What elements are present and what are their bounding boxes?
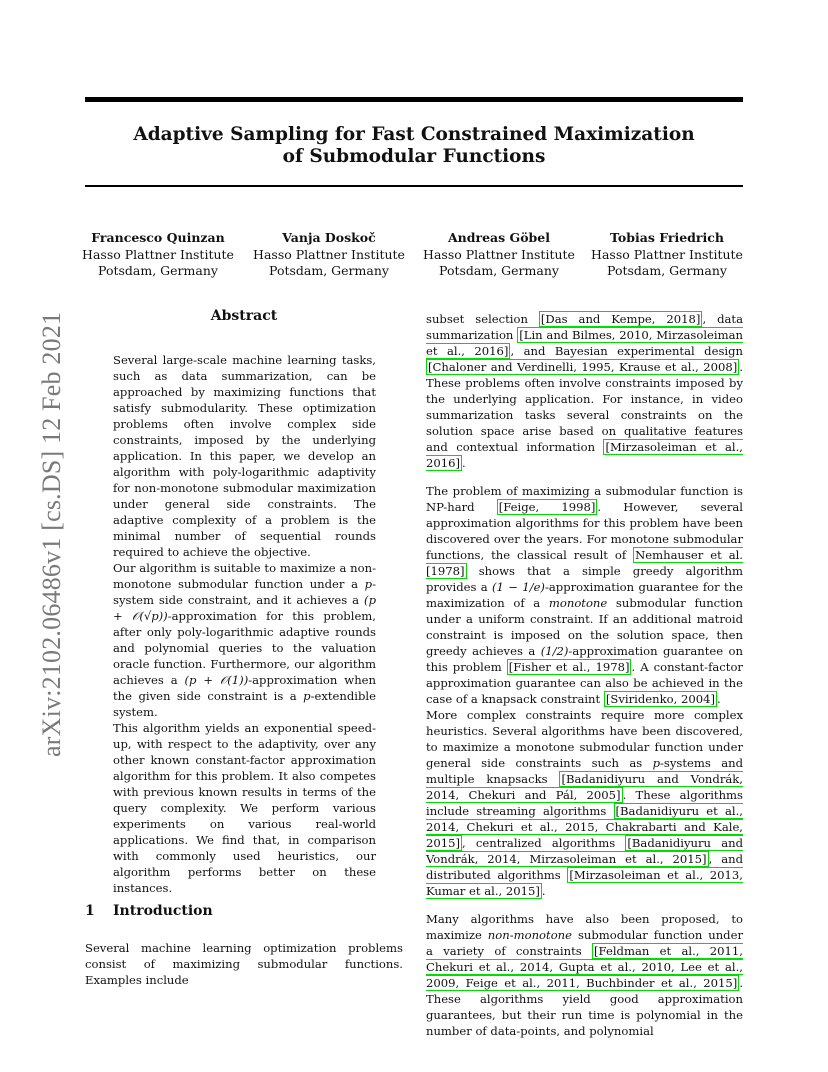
citation-link[interactable]: [Mirzasoleiman et al., 2013, Kumar et al., 2015] <box>426 868 743 898</box>
author-block <box>414 230 584 280</box>
text-span: -extendible system. <box>113 689 376 719</box>
text-span: The problem of maximizing a submodular function is NP-hard <box>426 484 743 514</box>
citation-link[interactable]: [Chaloner and Verdinelli, 1995, Krause et al., 2008] <box>428 360 738 374</box>
citation-link[interactable]: [Badanidiyuru and Vondrák, 2014, Chekuri and Pál, 2005] <box>426 772 743 802</box>
text-span: . <box>462 456 466 470</box>
text-span: submodular function under a uniform constraint. If an additional matroid constraint is imposed on the solution space, then greedy achieves a <box>426 596 743 658</box>
paper-title <box>85 124 743 168</box>
author-name: Francesco Quinzan <box>91 230 225 245</box>
math-expression: (p + 𝒪(1)) <box>184 673 249 687</box>
title-bottom-rule <box>85 185 743 187</box>
citation-link[interactable]: [Badanidiyuru et al., 2014, Chekuri et al., 2015, Chakrabarti and Kale, 2015] <box>426 804 743 850</box>
citation-link[interactable]: [Mirzasoleiman et al., 2016] <box>426 440 743 470</box>
text-span: . These problems often involve constraints imposed by the underlying application. For instance, in video summarization tasks several constraints on the solution space arise based on qualitative features and contextual information <box>426 360 743 454</box>
intro-paragraph: Several machine learning optimization problems consist of maximizing submodular functions. Examples include <box>85 941 403 987</box>
text-span: . A constant-factor approximation guarantee can also be achieved in the case of a knapsack constraint <box>426 660 743 706</box>
emphasis-text: non-monotone <box>487 928 573 942</box>
citation-link[interactable]: [Feldman et al., 2011, Chekuri et al., 2014, Gupta et al., 2010, Lee et al., 2009, Feige et al., 2011, Buchbinder et al., 2015] <box>426 944 743 990</box>
citation-link[interactable]: [Lin and Bilmes, 2010, Mirzasoleiman et al., 2016] <box>426 328 743 358</box>
author-block <box>244 230 414 280</box>
abstract-heading: Abstract <box>210 308 278 324</box>
citation-link[interactable]: [Feige, 1998] <box>498 500 596 514</box>
author-affiliation: Hasso Plattner Institute <box>423 246 575 262</box>
text-span: Our algorithm is suitable to maximize a non-monotone submodular function under a <box>113 561 376 591</box>
math-expression: (1/2) <box>540 644 569 658</box>
author-affiliation: Hasso Plattner Institute <box>82 246 234 262</box>
author-location: Potsdam, Germany <box>607 263 727 278</box>
text-span: , data summarization <box>426 312 743 342</box>
section-title: Introduction <box>113 903 213 919</box>
arxiv-identifier-stamp: arXiv:2102.06486v1 [cs.DS] 12 Feb 2021 <box>37 311 66 757</box>
section-heading-introduction <box>85 903 213 919</box>
text-span: -approximation guarantee for the maximization of a <box>426 580 744 610</box>
text-span: -approximation for this problem, after only poly-logarithmic adaptive rounds and polynomial queries to the valuation oracle function. Furthermore, our algorithm achieves a <box>113 609 376 687</box>
section-number: 1 <box>85 903 95 919</box>
math-expression: (p + 𝒪(√p)) <box>113 593 376 623</box>
author-name: Vanja Doskoč <box>282 230 376 245</box>
author-name: Tobias Friedrich <box>610 230 724 245</box>
abstract-body <box>113 352 376 896</box>
author-location: Potsdam, Germany <box>98 263 218 278</box>
author-name: Andreas Göbel <box>447 230 550 245</box>
text-span: Many algorithms have also been proposed, to maximize <box>426 912 743 942</box>
body-paragraph <box>426 483 743 707</box>
author-location: Potsdam, Germany <box>269 263 389 278</box>
text-span: submodular function under a variety of constraints <box>426 928 743 958</box>
text-span: . <box>717 692 721 706</box>
author-block <box>73 230 243 280</box>
citation-link[interactable]: [Badanidiyuru and Vondrák, 2014, Mirzasoleiman et al., 2015] <box>426 836 744 866</box>
body-paragraph <box>426 707 743 899</box>
text-span: -approximation when the given side constraint is a <box>113 673 376 703</box>
text-span: . These algorithms yield good approximation guarantees, but their run time is polynomial in the number of data-points, and polynomial <box>426 976 743 1038</box>
math-symbol: p <box>364 577 373 591</box>
text-span: -system side constraint, and it achieves a <box>113 577 376 607</box>
text-span: shows that a simple greedy algorithm provides a <box>426 564 743 594</box>
abstract-paragraph: This algorithm yields an exponential speed-up, with respect to the adaptivity, over any other known constant-factor approximation algorithm for this problem. It also competes with previous known results in terms of the query complexity. We perform various experiments on various real-world applications. We find that, in comparison with commonly used heuristics, our algorithm performs better on these instances. <box>113 721 376 895</box>
text-span: . These algorithms include streaming algorithms <box>426 788 743 818</box>
title-line-1: Adaptive Sampling for Fast Constrained Maximization <box>133 124 695 145</box>
text-span: More complex constraints require more complex heuristics. Several algorithms have been discovered, to maximize a monotone submodular function under general side constraints such as <box>426 708 743 770</box>
author-location: Potsdam, Germany <box>439 263 559 278</box>
math-expression: (1 − 1/e) <box>492 580 545 594</box>
citation-link[interactable]: Nemhauser et al. [1978] <box>426 548 743 578</box>
right-column-text <box>426 311 743 1039</box>
text-span: subset selection <box>426 312 539 326</box>
author-affiliation: Hasso Plattner Institute <box>591 246 743 262</box>
text-span: -approximation guarantee on this problem <box>426 644 743 674</box>
emphasis-text: monotone <box>548 596 608 610</box>
title-line-2: of Submodular Functions <box>282 146 546 167</box>
abstract-paragraph <box>113 560 376 720</box>
text-span: -systems and multiple knapsacks <box>426 756 743 786</box>
text-span: , and distributed algorithms <box>426 852 744 882</box>
citation-link[interactable]: [Sviridenko, 2004] <box>605 692 716 706</box>
math-symbol: p <box>303 689 311 703</box>
math-symbol: p <box>652 756 660 770</box>
abstract-paragraph: Several large-scale machine learning tasks, such as data summarization, can be approached by maximizing functions that satisfy submodularity. These optimization problems often involve complex side constraints, imposed by the underlying application. In this paper, we develop an algorithm with poly-logarithmic adaptivity for non-monotone submodular maximization under general side constraints. The adaptive complexity of a problem is the minimal number of sequential rounds required to achieve the objective. <box>113 353 376 559</box>
body-paragraph <box>426 311 743 471</box>
author-block <box>582 230 752 280</box>
text-span: . However, several approximation algorithms for this problem have been discovered over the years. For monotone submodular functions, the classical result of <box>426 500 743 562</box>
text-span: , centralized algorithms <box>462 836 626 850</box>
citation-link[interactable]: [Das and Kempe, 2018] <box>540 312 701 326</box>
author-affiliation: Hasso Plattner Institute <box>253 246 405 262</box>
citation-link[interactable]: [Fisher et al., 1978] <box>508 660 630 674</box>
text-span: , and Bayesian experimental design <box>510 344 743 358</box>
top-rule <box>85 97 743 102</box>
text-span: . <box>541 884 546 898</box>
body-paragraph <box>426 911 743 1039</box>
